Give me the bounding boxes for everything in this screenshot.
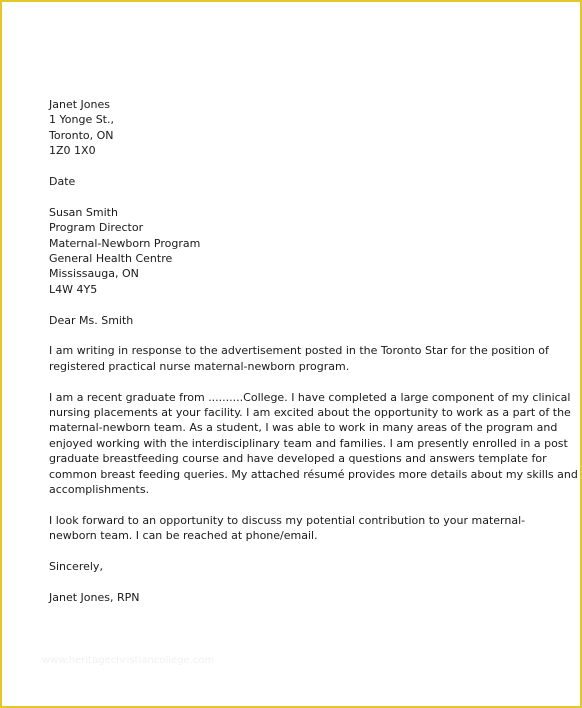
- sender-postal: 1Z0 1X0: [49, 144, 96, 158]
- recipient-address: [49, 205, 549, 297]
- recipient-title: Program Director: [49, 221, 144, 235]
- recipient-program: Maternal-Newborn Program: [49, 236, 201, 250]
- paragraph-line: I am a recent graduate from ..........College. I have completed a large component of my clinical: [49, 390, 571, 404]
- sender-name: Janet Jones: [49, 98, 110, 111]
- paragraph-body: [49, 390, 578, 498]
- salutation-block: [49, 313, 549, 328]
- recipient-postal: L4W 4Y5: [49, 282, 98, 296]
- cover-letter: [49, 97, 578, 605]
- letter-date: Date: [49, 175, 76, 189]
- paragraph-line: I look forward to an opportunity to discuss my potential contribution to your maternal-: [49, 513, 526, 527]
- signature-block: [49, 590, 549, 605]
- closing: Sincerely,: [49, 560, 103, 574]
- paragraph-line: common breast feeding queries. My attached résumé provides more details about my skills and: [49, 467, 578, 481]
- paragraph-line: graduate breastfeeding course and have developed a questions and answers template for: [49, 452, 547, 466]
- closing-block: [49, 559, 549, 574]
- recipient-organization: General Health Centre: [49, 252, 173, 266]
- sender-city: Toronto, ON: [49, 128, 114, 142]
- paragraph-line: registered practical nurse maternal-newborn program.: [49, 359, 350, 373]
- paragraph-line: maternal-newborn team. As a student, I was able to work in many areas of the program and: [49, 421, 558, 435]
- date-block: [49, 174, 549, 189]
- paragraph-line: nursing placements at your facility. I am excited about the opportunity to work as a part of the: [49, 406, 571, 420]
- sender-street: 1 Yonge St.,: [49, 113, 114, 127]
- recipient-city: Mississauga, ON: [49, 267, 139, 281]
- paragraph-closing: [49, 513, 549, 544]
- paragraph-line: I am writing in response to the advertisement posted in the Toronto Star for the position of: [49, 344, 549, 358]
- paragraph-line: newborn team. I can be reached at phone/email.: [49, 529, 318, 543]
- paragraph-opening: [49, 343, 549, 374]
- recipient-name: Susan Smith: [49, 205, 118, 219]
- paragraph-line: accomplishments.: [49, 483, 150, 497]
- paragraph-line: enjoyed working with the interdisciplinary team and families. I am presently enrolled in a post: [49, 436, 568, 450]
- signature: Janet Jones, RPN: [49, 590, 140, 604]
- sender-address: [49, 97, 549, 159]
- watermark: www.heritagechristiancollege.com: [42, 655, 215, 666]
- salutation: Dear Ms. Smith: [49, 313, 134, 327]
